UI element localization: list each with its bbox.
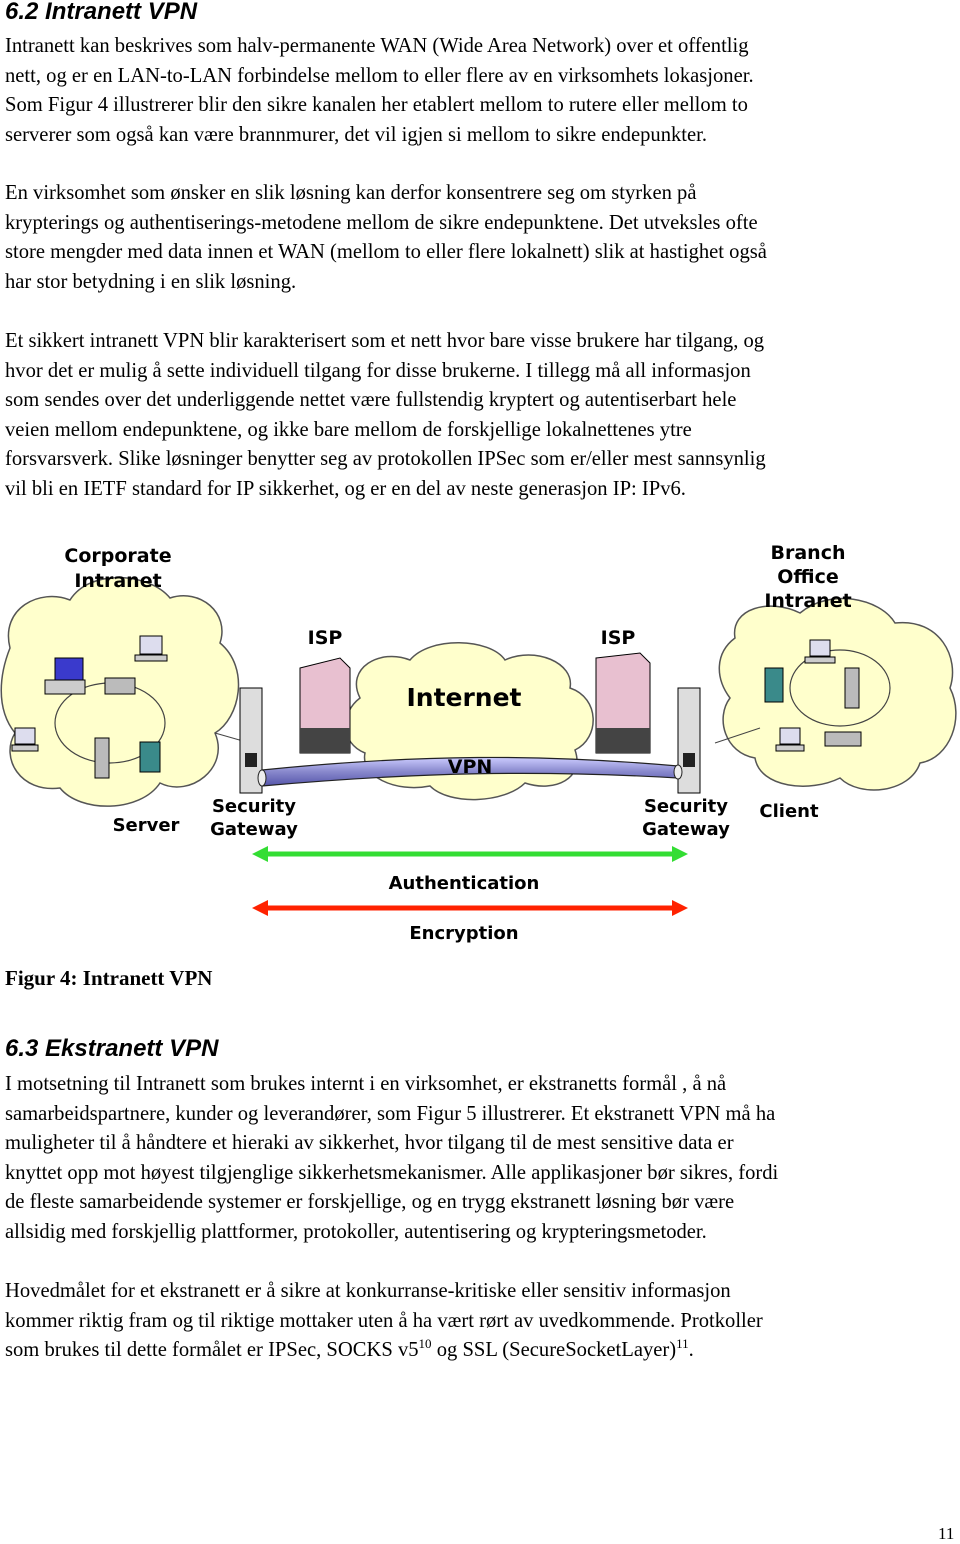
text-line: vil bli en IETF standard for IP sikkerhet, og er en del av neste generasjon IP: IPv6. xyxy=(5,477,686,500)
isp-left-label: ISP xyxy=(307,627,343,649)
corporate-label-line2: Intranet xyxy=(74,570,162,592)
security-gateway-right-label-line1: Security xyxy=(643,796,729,817)
text-line: har stor betydning i en slik løsning. xyxy=(5,270,297,293)
text-line: nett, og er en LAN-to-LAN forbindelse mellom to eller flere av en virksomhets lokasjoner. xyxy=(5,64,754,87)
figure-caption: Figur 4: Intranett VPN xyxy=(5,966,213,990)
authentication-label: Authentication xyxy=(388,873,540,894)
branch-office-intranet-cloud xyxy=(719,599,956,790)
pc-icon xyxy=(12,728,38,751)
text-line: serverer som også kan være brannmurer, det vil igjen si mellom to sikre endepunkter. xyxy=(5,123,708,146)
branch-pc-icon xyxy=(805,640,835,663)
page-number: 11 xyxy=(938,1524,955,1543)
text-segment: . xyxy=(688,1339,694,1361)
text-line: forsvarsverk. Slike løsninger benytter seg av protokollen IPSec som er/eller mest sannsynlig xyxy=(5,448,766,470)
text-line: veien mellom endepunktene, og ikke bare mellom de forskjellige lokalnettenes ytre xyxy=(5,418,692,441)
paragraph-intranett-intro xyxy=(5,32,960,150)
branch-label-line3: Intranet xyxy=(764,590,852,612)
isp-right-label: ISP xyxy=(600,627,636,649)
security-gateway-left-label-line1: Security xyxy=(211,796,297,817)
text-line-with-footnotes xyxy=(5,1336,960,1366)
text-line: som sendes over det underliggende nettet være fullstendig kryptert og autentiserbart hele xyxy=(5,389,737,411)
client-label: Client xyxy=(759,801,819,822)
vpn-label: VPN xyxy=(447,756,493,778)
paragraph-intranett-solution xyxy=(5,179,960,297)
text-line: de fleste samarbeidende systemer er forskjellige, og en trygg ekstranett løsning bør være xyxy=(5,1191,735,1213)
encryption-arrow xyxy=(252,900,688,916)
paragraph-ekstranett-intro xyxy=(5,1070,960,1247)
text-line: Som Figur 4 illustrerer blir den sikre kanalen her etablert mellom to rutere eller mellom to xyxy=(5,94,748,116)
security-gateway-left-label-line2: Gateway xyxy=(210,819,298,840)
security-gateway-right-icon xyxy=(678,688,700,793)
encryption-label: Encryption xyxy=(409,923,519,944)
isp-right-tower-icon xyxy=(596,653,650,753)
branch-label-line2: Office xyxy=(777,566,839,588)
text-line: En virksomhet som ønsker en slik løsning kan derfor konsentrere seg om styrken på xyxy=(5,182,697,204)
monitor-icon xyxy=(135,636,167,661)
branch-label-line1: Branch xyxy=(770,542,846,564)
paragraph-ekstranett-goal xyxy=(5,1277,960,1366)
text-line: Hovedmålet for et ekstranett er å sikre at konkurranse-kritiske eller sensitiv informasjon xyxy=(5,1280,731,1302)
paragraph-intranett-secure xyxy=(5,327,960,504)
internet-label: Internet xyxy=(406,683,522,712)
text-line: I motsetning til Intranett som brukes internt i en virksomhet, er ekstranetts formål , å nå xyxy=(5,1073,727,1095)
section-heading-6-2: 6.2 Intranett VPN xyxy=(5,0,198,25)
text-segment: som brukes til dette formålet er IPSec, SOCKS v5 xyxy=(5,1339,419,1361)
corporate-label-line1: Corporate xyxy=(64,545,172,567)
text-line: Intranett kan beskrives som halv-permanente WAN (Wide Area Network) over et offentlig xyxy=(5,35,749,57)
authentication-arrow xyxy=(252,846,688,862)
text-line: allsidig med forskjellig plattformer, protokoller, autentisering og krypteringsmetoder. xyxy=(5,1220,707,1243)
security-gateway-right-label-line2: Gateway xyxy=(642,819,730,840)
text-line: samarbeidspartnere, kunder og leverandører, som Figur 5 illustrerer. Et ekstranett VPN må ha xyxy=(5,1102,776,1125)
server-label: Server xyxy=(112,815,180,836)
footnote-ref-11[interactable]: 11 xyxy=(676,1336,689,1351)
isp-left-tower-icon xyxy=(300,658,350,753)
printer-icon xyxy=(105,678,135,694)
text-line: krypterings og authentiserings-metodene mellom de sikre endepunktene. Det utveksles ofte xyxy=(5,211,758,234)
text-line: knyttet opp mot høyest tilgjenglige sikkerhetsmekanismer. Alle applikasjoner bør sikres, fordi xyxy=(5,1161,779,1184)
footnote-ref-10[interactable]: 10 xyxy=(418,1336,432,1351)
intranet-vpn-diagram xyxy=(0,528,960,956)
text-segment: og SSL (SecureSocketLayer) xyxy=(431,1339,677,1361)
text-line: muligheter til å håndtere et hieraki av sikkerhet, hvor tilgang til de mest sensitive data er xyxy=(5,1132,734,1154)
text-line: Et sikkert intranett VPN blir karakterisert som et nett hvor bare visse brukere har tilgang, og xyxy=(5,330,765,352)
text-line: kommer riktig fram og til riktige mottaker uten å ha vært rørt av uvedkommende. Protkoller xyxy=(5,1309,763,1332)
section-heading-6-3: 6.3 Ekstranett VPN xyxy=(5,1035,219,1062)
text-line: hvor det er mulig å sette individuell tilgang for disse brukerne. I tillegg må all informasjon xyxy=(5,359,751,382)
text-line: store mengder med data innen et WAN (mellom to eller flere lokalnett) slik at hastighet også xyxy=(5,241,767,263)
